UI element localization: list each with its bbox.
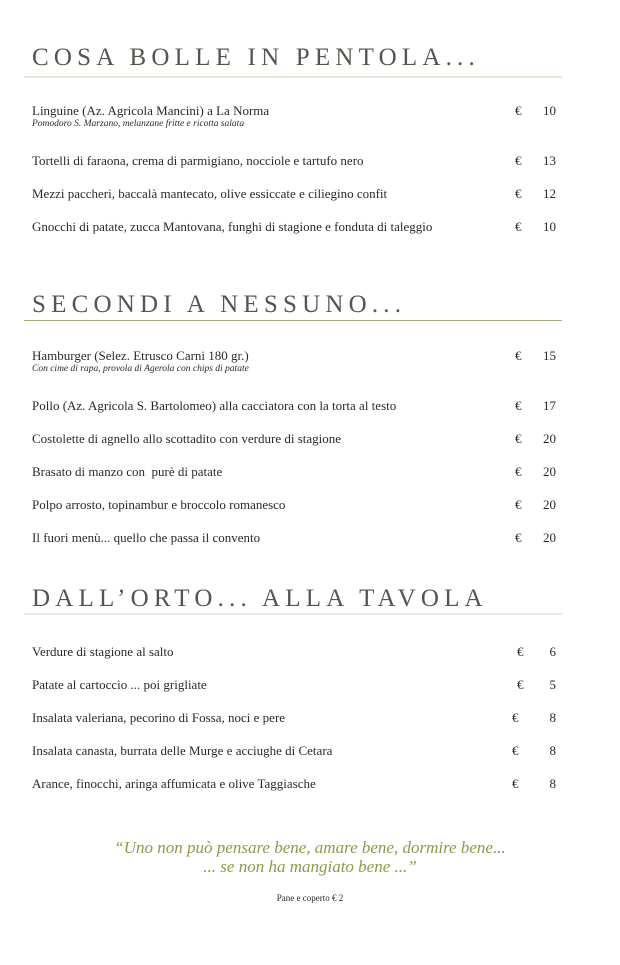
euro-icon: € bbox=[515, 348, 522, 363]
euro-icon: € bbox=[512, 776, 519, 791]
item-name: Gnocchi di patate, zucca Mantovana, funghi di stagione e fonduta di taleggio bbox=[32, 219, 433, 234]
euro-icon: € bbox=[515, 431, 522, 446]
item-name: Verdure di stagione al salto bbox=[32, 644, 174, 659]
section-title-primi: COSA BOLLE IN PENTOLA... bbox=[32, 44, 480, 71]
euro-icon: € bbox=[515, 530, 522, 545]
section-title-secondi: SECONDI A NESSUNO... bbox=[32, 291, 407, 318]
item-name: Arance, finocchi, aringa affumicata e olive Taggiasche bbox=[32, 776, 316, 791]
menu-item bbox=[32, 431, 560, 451]
item-price: 8 bbox=[549, 743, 556, 758]
menu-item bbox=[32, 348, 560, 374]
euro-icon: € bbox=[515, 186, 522, 201]
euro-icon: € bbox=[515, 497, 522, 512]
menu-item bbox=[32, 219, 560, 239]
item-name: Tortelli di faraona, crema di parmigiano, nocciole e tartufo nero bbox=[32, 153, 364, 168]
euro-icon: € bbox=[515, 398, 522, 413]
menu-item bbox=[32, 497, 560, 517]
item-name: Costolette di agnello allo scottadito con verdure di stagione bbox=[32, 431, 342, 446]
quote-line-1: “Uno non può pensare bene, amare bene, dormire bene... bbox=[114, 838, 506, 857]
section-divider bbox=[24, 76, 562, 78]
menu-item bbox=[32, 710, 560, 730]
section-title-contorni: DALL’ORTO... ALLA TAVOLA bbox=[32, 585, 488, 612]
item-price: 10 bbox=[543, 103, 556, 118]
item-price: 13 bbox=[543, 153, 556, 168]
item-name: Linguine (Az. Agricola Mancini) a La Norma bbox=[32, 103, 270, 118]
euro-icon: € bbox=[515, 464, 522, 479]
euro-icon: € bbox=[515, 219, 522, 234]
item-name: Mezzi paccheri, baccalà mantecato, olive essiccate e ciliegino confit bbox=[32, 186, 388, 201]
euro-icon: € bbox=[517, 644, 524, 659]
item-price: 10 bbox=[543, 219, 556, 234]
cover-charge: Pane e coperto € 2 bbox=[276, 893, 344, 903]
item-name: Pollo (Az. Agricola S. Bartolomeo) alla cacciatora con la torta al testo bbox=[32, 398, 397, 413]
item-price: 8 bbox=[549, 710, 556, 725]
item-name: Il fuori menù... quello che passa il convento bbox=[32, 530, 261, 545]
menu-item bbox=[32, 153, 560, 173]
item-description: Pomodoro S. Marzano, melanzane fritte e ricotta salata bbox=[32, 119, 245, 129]
menu-item bbox=[32, 743, 560, 763]
euro-icon: € bbox=[517, 677, 524, 692]
item-price: 5 bbox=[549, 677, 556, 692]
menu-item bbox=[32, 186, 560, 206]
menu-item bbox=[32, 677, 560, 697]
item-price: 20 bbox=[543, 530, 556, 545]
euro-icon: € bbox=[515, 153, 522, 168]
section-divider bbox=[24, 320, 562, 321]
quote-line-2: ... se non ha mangiato bene ...” bbox=[203, 857, 417, 876]
menu-item bbox=[32, 644, 560, 664]
item-price: 6 bbox=[549, 644, 556, 659]
item-price: 20 bbox=[543, 464, 556, 479]
item-price: 15 bbox=[543, 348, 556, 363]
item-price: 8 bbox=[549, 776, 556, 791]
menu-item bbox=[32, 398, 560, 418]
euro-icon: € bbox=[512, 743, 519, 758]
item-price: 17 bbox=[543, 398, 556, 413]
menu-item bbox=[32, 776, 560, 796]
menu-item bbox=[32, 530, 560, 550]
item-name: Polpo arrosto, topinambur e broccolo romanesco bbox=[32, 497, 286, 512]
item-description: Con cime di rapa, provola di Agerola con chips di patate bbox=[32, 364, 249, 374]
item-price: 20 bbox=[543, 497, 556, 512]
item-name: Hamburger (Selez. Etrusco Carni 180 gr.) bbox=[32, 348, 249, 363]
menu-item bbox=[32, 103, 560, 129]
euro-icon: € bbox=[515, 103, 522, 118]
item-name: Patate al cartoccio ... poi grigliate bbox=[32, 677, 207, 692]
menu-item bbox=[32, 464, 560, 484]
euro-icon: € bbox=[512, 710, 519, 725]
section-divider bbox=[24, 613, 562, 615]
item-name: Insalata canasta, burrata delle Murge e acciughe di Cetara bbox=[32, 743, 333, 758]
item-name: Insalata valeriana, pecorino di Fossa, noci e pere bbox=[32, 710, 286, 725]
item-price: 20 bbox=[543, 431, 556, 446]
item-price: 12 bbox=[543, 186, 556, 201]
item-name: Brasato di manzo con purè di patate bbox=[32, 464, 223, 479]
